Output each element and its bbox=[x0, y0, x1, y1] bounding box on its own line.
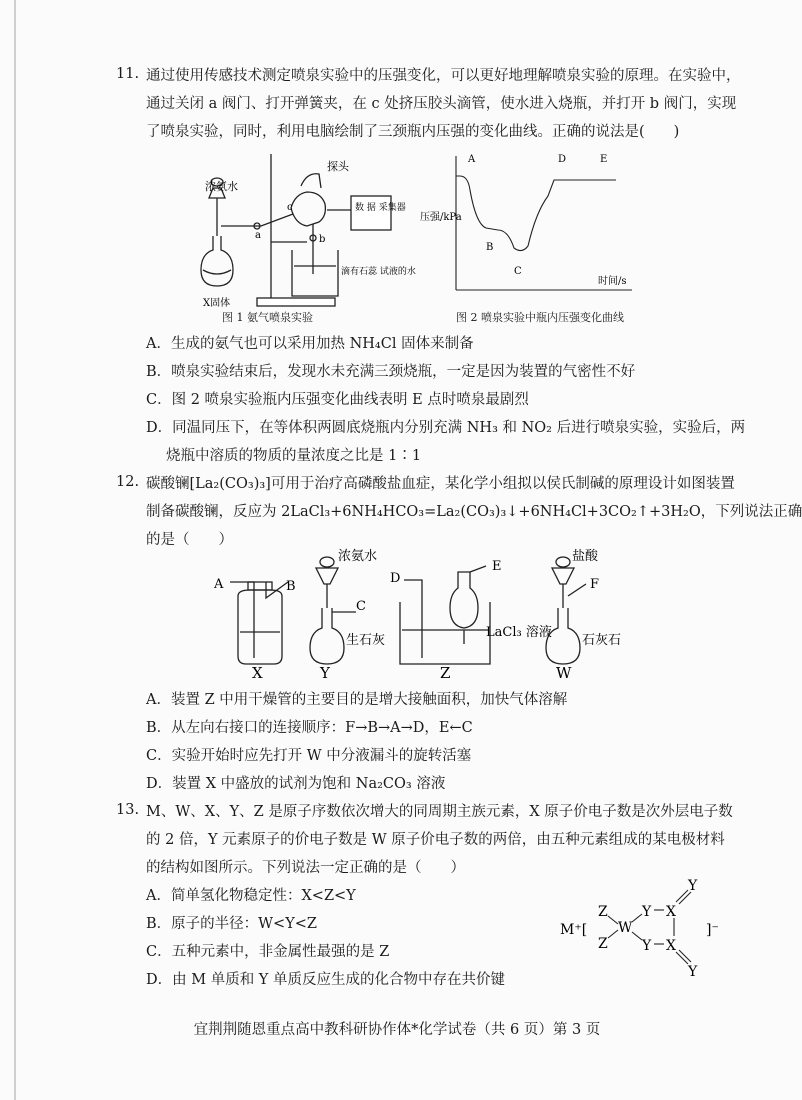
y-port-c: C bbox=[356, 599, 366, 614]
fig1-c-label: c bbox=[287, 202, 293, 213]
q11-option-d: D．同温同压下，在等体积两圆底烧瓶内分别充满 NH₃ 和 NO₂ 后进行喷泉实验，实验后，两 bbox=[146, 420, 746, 436]
fig2-caption: 图 2 喷泉实验中瓶内压强变化曲线 bbox=[456, 311, 624, 324]
q13-option-c: C．五种元素中，非金属性最强的是 Z bbox=[146, 944, 390, 960]
fig1-probe-label: 探头 bbox=[327, 160, 349, 173]
q11-stem-line-1: 通过使用传感技术测定喷泉实验中的压强变化，可以更好地理解喷泉实验的原理。在实验中， bbox=[146, 68, 741, 84]
apparatus-x-label: X bbox=[252, 664, 263, 682]
q11-option-a: A．生成的氨气也可以采用加热 NH₄Cl 固体来制备 bbox=[146, 336, 474, 352]
w-port-f: F bbox=[590, 577, 600, 592]
q13-stem-line-1: M、W、X、Y、Z 是原子序数依次增大的同周期主族元素，X 原子价电子数是次外层电子数 bbox=[146, 804, 733, 820]
x-port-a: A bbox=[214, 577, 224, 592]
q13-structure-diagram bbox=[560, 876, 730, 980]
w-hcl-label: 盐酸 bbox=[572, 549, 599, 564]
q13-stem-line-2: 的 2 倍，Y 元素原子的价电子数是 W 原子价电子数的两倍，由五种元素组成的某电极材料 bbox=[146, 832, 725, 848]
q11-option-c: C．图 2 喷泉实验瓶内压强变化曲线表明 E 点时喷泉最剧烈 bbox=[146, 392, 529, 408]
z-port-e: E bbox=[492, 559, 502, 574]
q12-option-d: D．装置 X 中盛放的试剂为饱和 Na₂CO₃ 溶液 bbox=[146, 776, 446, 792]
fig2-point-d: D bbox=[558, 154, 567, 165]
q12-option-a: A．装置 Z 中用干燥管的主要目的是增大接触面积，加快气体溶解 bbox=[146, 692, 568, 708]
q11-stem-line-3: 了喷泉实验，同时，利用电脑绘制了三颈瓶内压强的变化曲线。正确的说法是( ) bbox=[146, 124, 680, 140]
q12-number: 12. bbox=[116, 474, 140, 490]
q13-option-d: D．由 M 单质和 Y 单质反应生成的化合物中存在共价键 bbox=[146, 972, 505, 988]
q13-number: 13. bbox=[116, 802, 140, 818]
apparatus-w-label: W bbox=[556, 664, 572, 682]
fig2-point-c: C bbox=[514, 266, 522, 277]
q13-option-a: A．简单氢化物稳定性：X<Z<Y bbox=[146, 888, 356, 904]
structure-atom-z-top: Z bbox=[598, 904, 608, 920]
page-footer: 宜荆荆随恩重点高中教科研协作体*化学试卷（共 6 页）第 3 页 bbox=[193, 1022, 601, 1038]
fig2-point-e: E bbox=[600, 154, 608, 165]
fig1-water-label: 滴有石蕊 试液的水 bbox=[341, 267, 416, 277]
apparatus-z-label: Z bbox=[440, 664, 451, 682]
structure-atom-y-upper: Y bbox=[642, 904, 652, 920]
apparatus-y-label: Y bbox=[320, 664, 330, 682]
fig1-collector-label: 数 据 采集器 bbox=[355, 203, 406, 213]
z-lacl3-label: LaCl₃ 溶液 bbox=[486, 625, 552, 640]
structure-atom-y-lower: Y bbox=[642, 938, 652, 954]
fig2-point-b: B bbox=[486, 242, 494, 253]
fig2-ylabel: 压强/kPa bbox=[420, 212, 462, 223]
q12-stem-line-1: 碳酸镧[La₂(CO₃)₃]可用于治疗高磷酸盐血症，某化学小组拟以侯氏制碱的原理设计如图装置 bbox=[146, 476, 735, 492]
fig2-xlabel: 时间/s bbox=[598, 276, 627, 287]
q11-number: 11. bbox=[116, 66, 140, 82]
q11-stem-line-2: 通过关闭 a 阀门、打开弹簧夹，在 c 处挤压胶头滴管，使水进入烧瓶，并打开 b 阀门，实现 bbox=[146, 96, 737, 112]
q11-option-b: B．喷泉实验结束后，发现水未充满三颈烧瓶，一定是因为装置的气密性不好 bbox=[146, 364, 636, 380]
q13-option-b: B．原子的半径：W<Y<Z bbox=[146, 916, 318, 932]
structure-atom-z-bottom: Z bbox=[598, 936, 608, 952]
fig1-valve-b-label: b bbox=[319, 234, 326, 245]
fig1-caption: 图 1 氨气喷泉实验 bbox=[222, 311, 313, 324]
fig1-solid-label: X固体 bbox=[203, 298, 231, 309]
structure-atom-y-top: Y bbox=[688, 878, 698, 894]
structure-atom-x-upper: X bbox=[666, 904, 676, 920]
q13-stem-line-3: 的结构如图所示。下列说法一定正确的是（ ） bbox=[146, 860, 465, 876]
w-limestone-label: 石灰石 bbox=[582, 633, 622, 648]
structure-atom-x-lower: X bbox=[666, 938, 676, 954]
structure-atom-y-bottom: Y bbox=[688, 964, 698, 980]
z-port-d: D bbox=[390, 571, 401, 586]
fig2-pressure-chart bbox=[420, 150, 642, 300]
q12-option-b: B．从左向右接口的连接顺序：F→B→A→D，E←C bbox=[146, 720, 473, 736]
q12-apparatus-figure bbox=[200, 548, 630, 688]
q12-option-c: C．实验开始时应先打开 W 中分液漏斗的旋转活塞 bbox=[146, 748, 472, 764]
q12-stem-line-2: 制备碳酸镧，反应为 2LaCl₃+6NH₄HCO₃=La₂(CO₃)₃↓+6NH₄Cl+3CO₂↑+3H₂O，下列说法正确 bbox=[146, 504, 802, 520]
q11-option-d-cont: 烧瓶中溶质的物质的量浓度之比是 1∶1 bbox=[166, 448, 422, 464]
q12-stem-line-3: 的是（ ） bbox=[146, 532, 233, 548]
structure-cation: M⁺[ bbox=[560, 922, 588, 938]
fig2-point-a: A bbox=[468, 154, 476, 165]
structure-anion-charge: ]⁻ bbox=[706, 922, 719, 938]
y-ammonia-label: 浓氨水 bbox=[338, 549, 378, 564]
fig1-valve-a-label: a bbox=[255, 230, 261, 241]
y-quicklime-label: 生石灰 bbox=[346, 633, 386, 648]
structure-atom-w: W bbox=[618, 920, 633, 936]
fig1-ammonia-label: 浓氨水 bbox=[205, 180, 238, 193]
x-port-b: B bbox=[286, 579, 296, 594]
scan-edge bbox=[14, 0, 16, 1100]
